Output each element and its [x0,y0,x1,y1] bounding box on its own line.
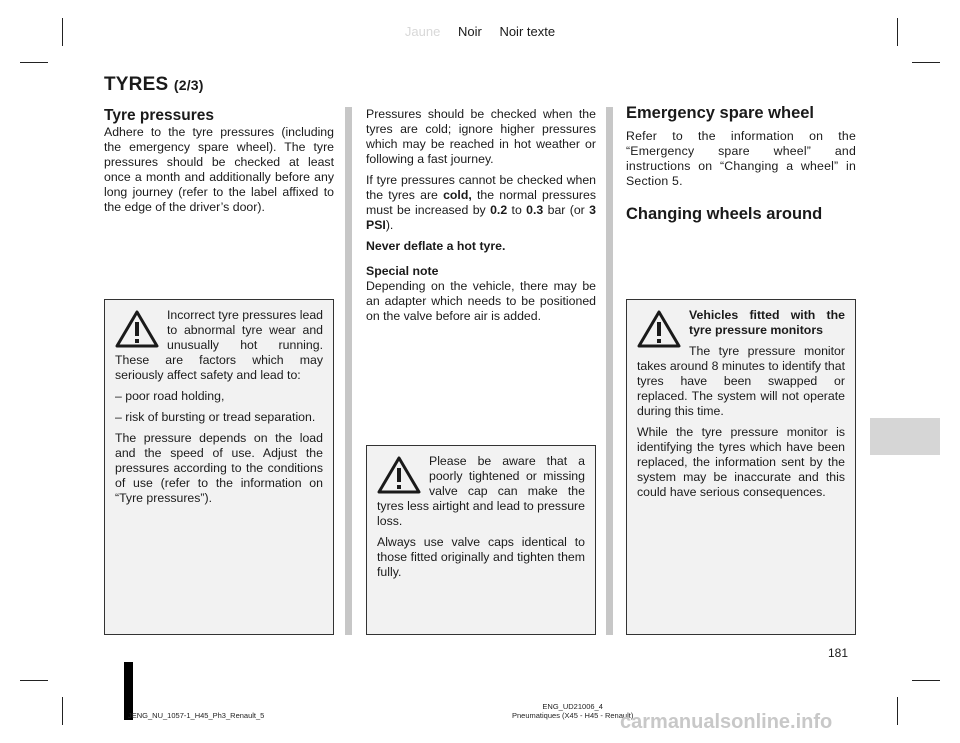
heading-tyre-pressures: Tyre pressures [104,107,214,124]
tyre-pressures-text: Adhere to the tyre pressures (including the emergency spare wheel). The tyre pressures should be checked at least once a month and additionally before any long journey (refer to the label affixed to the edge of the driver’s door). [104,125,334,214]
text-bold: 3 PSI [366,203,596,232]
warning-box-valve-cap [366,445,596,635]
special-note-text: Depending on the vehicle, there may be an adapter which needs to be positioned on the valve before air is added. [366,279,596,323]
never-deflate-text: Never deflate a hot tyre. [366,239,506,253]
warning-triangle-icon [115,310,159,348]
footer-right-code [512,702,633,720]
text-bold: cold, [443,188,472,202]
text-run: bar (or [543,203,590,217]
hot-check-text [366,173,596,233]
warning-bullet: – poor road holding, [115,389,225,403]
warning-body-text: Always use valve caps identical to those fitted originally and tighten them fully. [377,535,585,579]
page-number: 181 [828,646,849,660]
crop-mark [897,697,898,725]
crop-mark [912,680,940,681]
color-label-jaune: Jaune [404,24,441,39]
warning-triangle-icon [637,310,681,348]
column-3 [626,106,856,222]
footer-right-code-line1: ENG_UD21006_4 [542,702,603,711]
warning-box-pressure-monitors [626,299,856,635]
warning-title: Vehicles fitted with the tyre pressure monitors [689,308,845,337]
print-color-header [0,24,960,39]
watermark-text: carmanualsonline.info [620,711,833,733]
column-1 [104,108,334,221]
color-label-noir: Noir [457,24,482,39]
heading-changing-wheels: Changing wheels around [626,205,823,223]
text-bold: 0.3 [526,203,544,217]
warning-triangle-icon [377,456,421,494]
column-2 [366,107,596,330]
warning-lead-text: The tyre pressure monitor takes around 8 minutes to identify that tyres have been swapped or replaced. The system will not operate during this time. [637,344,845,418]
page-title [104,74,204,96]
special-note-title: Special note [366,264,439,278]
column-divider [606,107,613,635]
crop-mark [912,62,940,63]
text-run: to [507,203,527,217]
heading-emergency-spare-wheel: Emergency spare wheel [626,104,815,122]
warning-body-text: While the tyre pressure monitor is identifying the tyres which have been replaced, the information sent by the system may be inaccurate and this could have serious consequences. [637,425,845,499]
warning-lead-text: Incorrect tyre pressures lead to abnormal tyre wear and unusually hot running. These are factors which may seriously affect safety and lead to: [115,308,323,382]
crop-mark [20,62,48,63]
text-run: the normal pressures must be increased by [366,188,596,217]
warning-bullet: – risk of bursting or tread separation. [115,410,316,424]
warning-box-incorrect-pressures [104,299,334,635]
column-divider [345,107,352,635]
emergency-spare-text: Refer to the information on the “Emergency spare wheel” and instructions on “Changing a wheel” in Section 5. [626,129,856,188]
warning-body-text: The pressure depends on the load and the speed of use. Adjust the pressures according to the conditions of use (refer to the information on “Tyre pressures”). [115,431,323,505]
footer-right-code-line2: Pneumatiques (X45 - H45 - Renault) [512,711,634,720]
text-run: If tyre pressures cannot be checked when the tyres are [366,173,596,202]
color-label-noir-texte: Noir texte [499,24,556,39]
crop-mark [20,680,48,681]
crop-mark [62,697,63,725]
text-bold: 0.2 [490,203,508,217]
warning-lead-text: Please be aware that a poorly tightened or missing valve cap can make the tyres less airtight and lead to pressure loss. [377,454,585,528]
page-title-main: TYRES [104,74,169,95]
section-thumb-tab [870,418,940,455]
footer-left-code: JENG_NU_1057-1_H45_Ph3_Renault_5 [128,711,265,720]
page-title-part: (2/3) [173,77,204,93]
text-run: ). [385,218,394,232]
check-cold-text: Pressures should be checked when the tyres are cold; ignore higher pressures which may be reached in hot weather or following a fast journey. [366,107,596,166]
